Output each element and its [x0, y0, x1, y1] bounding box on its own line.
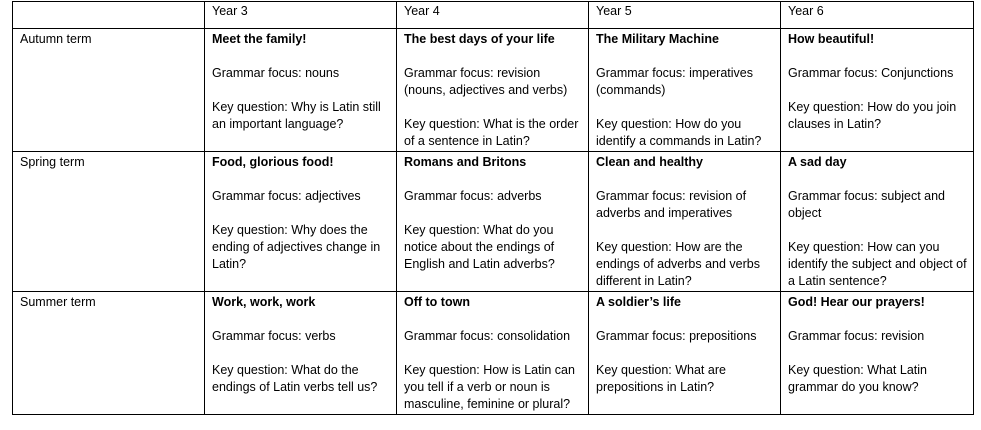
grammar-focus: Grammar focus: revision of adverbs and imperatives [596, 189, 747, 220]
topic-title: A soldier’s life [596, 295, 681, 309]
topic-title: Work, work, work [212, 295, 316, 309]
grammar-focus: Grammar focus: subject and object [788, 189, 946, 220]
term-label: Autumn term [13, 29, 205, 152]
topic-cell [205, 292, 397, 415]
grammar-focus: Grammar focus: prepositions [596, 329, 757, 343]
spring-term-row [13, 152, 974, 292]
topic-cell [205, 29, 397, 152]
year-4-header: Year 4 [397, 2, 589, 29]
grammar-focus: Grammar focus: nouns [212, 66, 340, 80]
key-question: Key question: Why does the ending of adjectives change in Latin? [212, 223, 381, 271]
topic-title: Clean and healthy [596, 155, 703, 169]
topic-cell [397, 152, 589, 292]
topic-cell [397, 292, 589, 415]
grammar-focus: Grammar focus: Conjunctions [788, 66, 954, 80]
key-question: Key question: What are prepositions in Latin? [596, 363, 726, 394]
topic-cell [397, 29, 589, 152]
term-label: Summer term [13, 292, 205, 415]
topic-title: God! Hear our prayers! [788, 295, 925, 309]
grammar-focus: Grammar focus: adjectives [212, 189, 361, 203]
grammar-focus: Grammar focus: revision [788, 329, 925, 343]
topic-cell [205, 152, 397, 292]
topic-cell [589, 29, 781, 152]
key-question: Key question: Why is Latin still an important language? [212, 100, 381, 131]
topic-title: Romans and Britons [404, 155, 527, 169]
topic-title: The best days of your life [404, 32, 555, 46]
year-6-header: Year 6 [781, 2, 974, 29]
key-question: Key question: What do the endings of Latin verbs tell us? [212, 363, 378, 394]
key-question: Key question: What is the order of a sentence in Latin? [404, 117, 579, 148]
key-question: Key question: How are the endings of adverbs and verbs different in Latin? [596, 240, 760, 288]
term-label: Spring term [13, 152, 205, 292]
key-question: Key question: What Latin grammar do you know? [788, 363, 927, 394]
curriculum-table [12, 1, 974, 415]
topic-title: A sad day [788, 155, 847, 169]
grammar-focus: Grammar focus: verbs [212, 329, 336, 343]
summer-term-row [13, 292, 974, 415]
key-question: Key question: What do you notice about the endings of English and Latin adverbs? [404, 223, 555, 271]
topic-cell [589, 152, 781, 292]
topic-cell [589, 292, 781, 415]
grammar-focus: Grammar focus: adverbs [404, 189, 542, 203]
topic-title: Food, glorious food! [212, 155, 334, 169]
year-5-header: Year 5 [589, 2, 781, 29]
key-question: Key question: How do you identify a commands in Latin? [596, 117, 762, 148]
key-question: Key question: How can you identify the subject and object of a Latin sentence? [788, 240, 967, 288]
topic-cell [781, 29, 974, 152]
topic-cell [781, 152, 974, 292]
year-3-header: Year 3 [205, 2, 397, 29]
topic-title: Off to town [404, 295, 470, 309]
key-question: Key question: How is Latin can you tell if a verb or noun is masculine, feminine or plural? [404, 363, 575, 411]
header-row [13, 2, 974, 29]
topic-title: Meet the family! [212, 32, 307, 46]
topic-title: How beautiful! [788, 32, 875, 46]
grammar-focus: Grammar focus: revision (nouns, adjectives and verbs) [404, 66, 568, 97]
header-corner-cell [13, 2, 205, 29]
key-question: Key question: How do you join clauses in Latin? [788, 100, 957, 131]
topic-cell [781, 292, 974, 415]
autumn-term-row [13, 29, 974, 152]
topic-title: The Military Machine [596, 32, 719, 46]
grammar-focus: Grammar focus: imperatives (commands) [596, 66, 753, 97]
grammar-focus: Grammar focus: consolidation [404, 329, 571, 343]
